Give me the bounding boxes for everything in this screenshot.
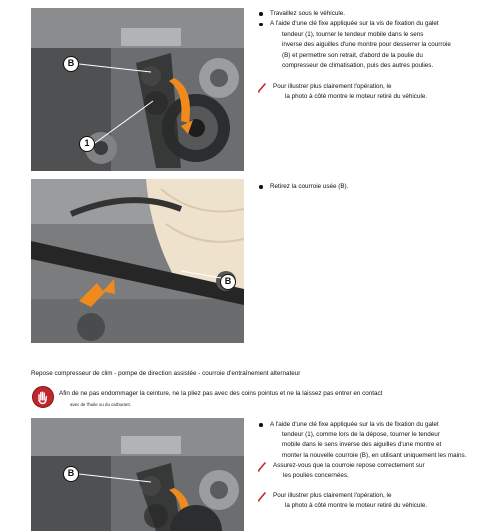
pencil-note-icon [257,461,268,472]
instruction-item: A l'aide d'une clé fixe appliquée sur la vis de fixation du galet [257,19,487,29]
step2-instructions [257,182,487,192]
caution-text-small: avec de l'huile ou du carburant. [70,402,131,407]
caution-text: Afin de ne pas endommager la ceinture, ne la pliez pas avec des coins pointus et ne la laissez pas entrer en contact [59,390,383,397]
engine-photo-1 [31,8,244,171]
callout-b: B [220,274,236,290]
instruction-item: Travaillez sous le véhicule. [257,9,487,19]
note-block: Pour illustrer plus clairement l'opération, le la photo à côté montre le moteur retiré du véhicule. [257,82,487,103]
pencil-note-icon [257,491,268,502]
instruction-continuation: tendeur (1), comme lors de la dépose, tourner le tendeur mobile dans le sens inverse des aiguilles d'une montre et monter la nouvelle courroie (B), en utilisant uniquement les mains. [282,431,467,459]
stop-hand-icon [32,386,54,408]
engine-photo-2 [31,179,244,343]
note-block: Pour illustrer plus clairement l'opération, le la photo à côté montre le moteur retiré du véhicule. [257,491,487,512]
instruction-continuation: tendeur (1), tourner le tendeur mobile dans le sens inverse des aiguilles d'une montre pour desserrer la courroie (B) et permettre son retrait, d'abord de la poulie du compresseur de climatisation, puis des autres poulies. [282,31,451,70]
callout-b: B [63,466,79,482]
instruction-item: A l'aide d'une clé fixe appliquée sur la vis de fixation du galet [257,420,487,430]
callout-b: B [63,56,79,72]
step1-instructions [257,9,487,30]
step3-instructions [257,420,487,430]
callout-1: 1 [79,136,95,152]
note-block: Assurez-vous que la courroie repose correctement sur les poulies concernées. [257,461,487,482]
section-title: Repose compresseur de clim - pompe de direction assistée - courroie d'entraînement alternateur [31,370,301,377]
pencil-note-icon [257,82,268,93]
instruction-item: Retirez la courroie usée (B). [257,182,487,192]
